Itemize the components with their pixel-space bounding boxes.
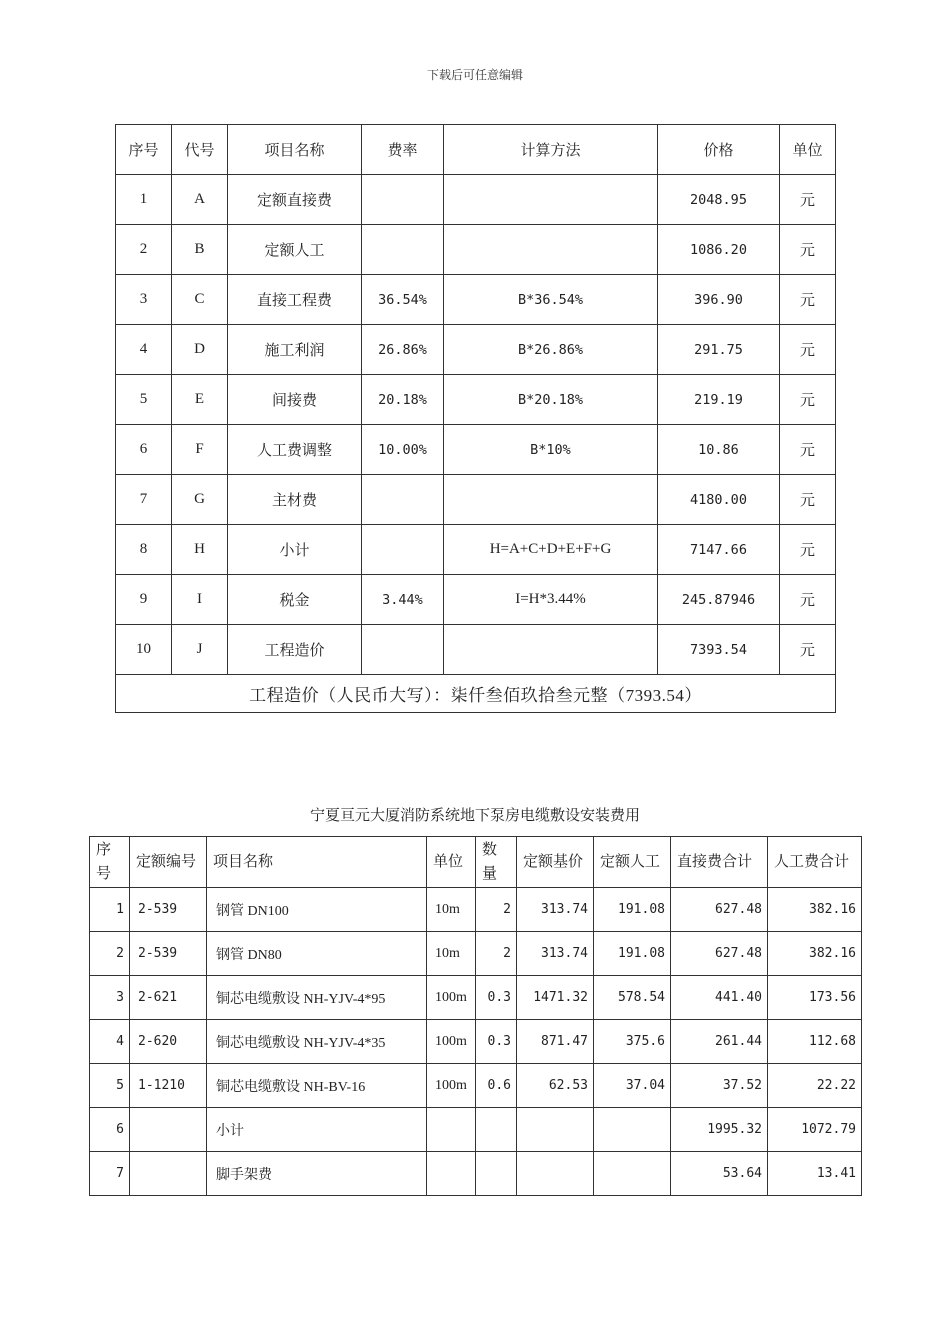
- table-cell: F: [172, 425, 228, 475]
- table-cell: C: [172, 275, 228, 325]
- table-cell: 人工费调整: [228, 425, 362, 475]
- table-cell: H: [172, 525, 228, 575]
- table-cell: 20.18%: [362, 375, 444, 425]
- table-cell: 173.56: [768, 976, 862, 1020]
- header-cell: 直接费合计: [671, 837, 768, 888]
- table-cell: 间接费: [228, 375, 362, 425]
- table-cell: 191.08: [594, 932, 671, 976]
- table-cell: [444, 175, 658, 225]
- table-cell: 100m: [427, 976, 476, 1020]
- table-cell: 2048.95: [658, 175, 780, 225]
- header-cell: 单位: [780, 125, 836, 175]
- table-cell: 9: [116, 575, 172, 625]
- table-cell: [362, 175, 444, 225]
- table-row: [116, 225, 836, 275]
- table-header-row: [116, 125, 836, 175]
- table-cell: 7: [116, 475, 172, 525]
- table-row: [116, 525, 836, 575]
- table-cell: 7393.54: [658, 625, 780, 675]
- table-cell: J: [172, 625, 228, 675]
- summary-row: [116, 675, 836, 713]
- table-cell: 4: [90, 1020, 130, 1064]
- table-cell: I=H*3.44%: [444, 575, 658, 625]
- table-cell: 10m: [427, 932, 476, 976]
- header-cell: 单位: [427, 837, 476, 888]
- table-cell: B*10%: [444, 425, 658, 475]
- table-cell: 5: [90, 1064, 130, 1108]
- table-header-row: [90, 837, 862, 888]
- table-cell: B: [172, 225, 228, 275]
- table-cell: 112.68: [768, 1020, 862, 1064]
- table-cell: 元: [780, 475, 836, 525]
- table-cell: 小计: [228, 525, 362, 575]
- table-cell: 8: [116, 525, 172, 575]
- table-row: [116, 175, 836, 225]
- table-cell: 直接工程费: [228, 275, 362, 325]
- table-cell: 313.74: [517, 888, 594, 932]
- total-in-words: 工程造价（人民币大写）：柒仟叁佰玖拾叁元整（7393.54）: [116, 675, 836, 713]
- table-cell: 定额人工: [228, 225, 362, 275]
- table-cell: [594, 1108, 671, 1152]
- table-cell: 10.86: [658, 425, 780, 475]
- table-cell: 245.87946: [658, 575, 780, 625]
- table-cell: 税金: [228, 575, 362, 625]
- table-cell: [517, 1108, 594, 1152]
- table-row: [116, 375, 836, 425]
- table-cell: 578.54: [594, 976, 671, 1020]
- table-cell: 2: [476, 888, 517, 932]
- table-cell: [444, 225, 658, 275]
- table-cell: 元: [780, 575, 836, 625]
- table-cell: 10m: [427, 888, 476, 932]
- table-cell: B*26.86%: [444, 325, 658, 375]
- table-cell: 小计: [207, 1108, 427, 1152]
- table-cell: 定额直接费: [228, 175, 362, 225]
- table-cell: 1: [90, 888, 130, 932]
- table-cell: [427, 1152, 476, 1196]
- table-cell: 2: [476, 932, 517, 976]
- table-cell: 0.3: [476, 976, 517, 1020]
- table-row: [116, 425, 836, 475]
- table-cell: 铜芯电缆敷设 NH-BV-16: [207, 1064, 427, 1108]
- table-cell: 2-539: [130, 932, 207, 976]
- table-row: [90, 888, 862, 932]
- table-cell: 元: [780, 375, 836, 425]
- table-row: [116, 325, 836, 375]
- table-row: [116, 475, 836, 525]
- table-cell: 元: [780, 225, 836, 275]
- table-cell: 53.64: [671, 1152, 768, 1196]
- header-cell: 定额人工: [594, 837, 671, 888]
- table-cell: I: [172, 575, 228, 625]
- header-cell: 序号: [90, 837, 130, 888]
- header-cell: 代号: [172, 125, 228, 175]
- table-cell: 铜芯电缆敷设 NH-YJV-4*35: [207, 1020, 427, 1064]
- table-cell: 871.47: [517, 1020, 594, 1064]
- table-cell: 1995.32: [671, 1108, 768, 1152]
- table-row: [90, 932, 862, 976]
- table-cell: [476, 1152, 517, 1196]
- table-cell: G: [172, 475, 228, 525]
- cable-cost-title: 宁夏亘元大厦消防系统地下泵房电缆敷设安装费用: [309, 808, 640, 824]
- table-cell: 375.6: [594, 1020, 671, 1064]
- table-cell: 37.04: [594, 1064, 671, 1108]
- table-cell: 382.16: [768, 932, 862, 976]
- table-cell: [594, 1152, 671, 1196]
- table-cell: 主材费: [228, 475, 362, 525]
- table-cell: [130, 1108, 207, 1152]
- table-cell: 5: [116, 375, 172, 425]
- header-cell: 数量: [476, 837, 517, 888]
- table-cell: 2: [116, 225, 172, 275]
- table-cell: 219.19: [658, 375, 780, 425]
- table-cell: 6: [90, 1108, 130, 1152]
- table-cell: 382.16: [768, 888, 862, 932]
- table-cell: [444, 625, 658, 675]
- table-cell: [130, 1152, 207, 1196]
- table-cell: [444, 475, 658, 525]
- table-cell: 元: [780, 175, 836, 225]
- header-cell: 计算方法: [444, 125, 658, 175]
- table-cell: 4: [116, 325, 172, 375]
- table-cell: 13.41: [768, 1152, 862, 1196]
- table-cell: 0.3: [476, 1020, 517, 1064]
- table-cell: 36.54%: [362, 275, 444, 325]
- table-cell: [362, 475, 444, 525]
- table-row: [90, 1108, 862, 1152]
- table-cell: 7147.66: [658, 525, 780, 575]
- table-cell: 元: [780, 425, 836, 475]
- table-row: [90, 1020, 862, 1064]
- table-cell: 元: [780, 525, 836, 575]
- table-cell: 396.90: [658, 275, 780, 325]
- table-cell: 6: [116, 425, 172, 475]
- table-cell: 191.08: [594, 888, 671, 932]
- table-cell: 元: [780, 325, 836, 375]
- table-cell: 100m: [427, 1064, 476, 1108]
- table-cell: 2-539: [130, 888, 207, 932]
- table-cell: B*36.54%: [444, 275, 658, 325]
- table-row: [116, 625, 836, 675]
- table-cell: 22.22: [768, 1064, 862, 1108]
- header-cell: 项目名称: [207, 837, 427, 888]
- header-cell: 项目名称: [228, 125, 362, 175]
- table-cell: 0.6: [476, 1064, 517, 1108]
- table-cell: 3.44%: [362, 575, 444, 625]
- table-cell: 627.48: [671, 932, 768, 976]
- table-cell: 441.40: [671, 976, 768, 1020]
- table-cell: 291.75: [658, 325, 780, 375]
- table-cell: 1: [116, 175, 172, 225]
- table-cell: 627.48: [671, 888, 768, 932]
- table-cell: D: [172, 325, 228, 375]
- table-cell: 2-621: [130, 976, 207, 1020]
- table-row: [90, 976, 862, 1020]
- header-cell: 定额编号: [130, 837, 207, 888]
- header-cell: 序号: [116, 125, 172, 175]
- table-cell: [476, 1108, 517, 1152]
- table-row: [116, 275, 836, 325]
- table-cell: 钢管 DN100: [207, 888, 427, 932]
- table-cell: 10.00%: [362, 425, 444, 475]
- table-cell: 铜芯电缆敷设 NH-YJV-4*95: [207, 976, 427, 1020]
- table-cell: 1-1210: [130, 1064, 207, 1108]
- table-cell: A: [172, 175, 228, 225]
- table-cell: 2-620: [130, 1020, 207, 1064]
- header-cell: 定额基价: [517, 837, 594, 888]
- table-cell: 脚手架费: [207, 1152, 427, 1196]
- table-cell: [517, 1152, 594, 1196]
- table-cell: 元: [780, 625, 836, 675]
- table-cell: 37.52: [671, 1064, 768, 1108]
- table-cell: 1471.32: [517, 976, 594, 1020]
- table-cell: 3: [116, 275, 172, 325]
- table-row: [90, 1152, 862, 1196]
- table-cell: [362, 625, 444, 675]
- table-cell: B*20.18%: [444, 375, 658, 425]
- table-cell: 7: [90, 1152, 130, 1196]
- table-cell: 26.86%: [362, 325, 444, 375]
- table-cell: E: [172, 375, 228, 425]
- table-cell: 2: [90, 932, 130, 976]
- table-cell: 1072.79: [768, 1108, 862, 1152]
- cable-cost-table: [89, 836, 862, 1196]
- table-row: [90, 1064, 862, 1108]
- table-cell: 元: [780, 275, 836, 325]
- download-note: 下载后可任意编辑: [426, 68, 523, 82]
- table-cell: 工程造价: [228, 625, 362, 675]
- header-cell: 费率: [362, 125, 444, 175]
- table-cell: [362, 225, 444, 275]
- table-cell: 62.53: [517, 1064, 594, 1108]
- table-cell: 10: [116, 625, 172, 675]
- table-cell: 261.44: [671, 1020, 768, 1064]
- table-cell: 4180.00: [658, 475, 780, 525]
- table-cell: 313.74: [517, 932, 594, 976]
- table-cell: 施工利润: [228, 325, 362, 375]
- table-cell: [362, 525, 444, 575]
- table-row: [116, 575, 836, 625]
- table-cell: [427, 1108, 476, 1152]
- table-cell: 100m: [427, 1020, 476, 1064]
- header-cell: 价格: [658, 125, 780, 175]
- table-cell: 钢管 DN80: [207, 932, 427, 976]
- header-cell: 人工费合计: [768, 837, 862, 888]
- cost-summary-table: [115, 124, 836, 713]
- table-cell: 1086.20: [658, 225, 780, 275]
- table-cell: 3: [90, 976, 130, 1020]
- table-cell: H=A+C+D+E+F+G: [444, 525, 658, 575]
